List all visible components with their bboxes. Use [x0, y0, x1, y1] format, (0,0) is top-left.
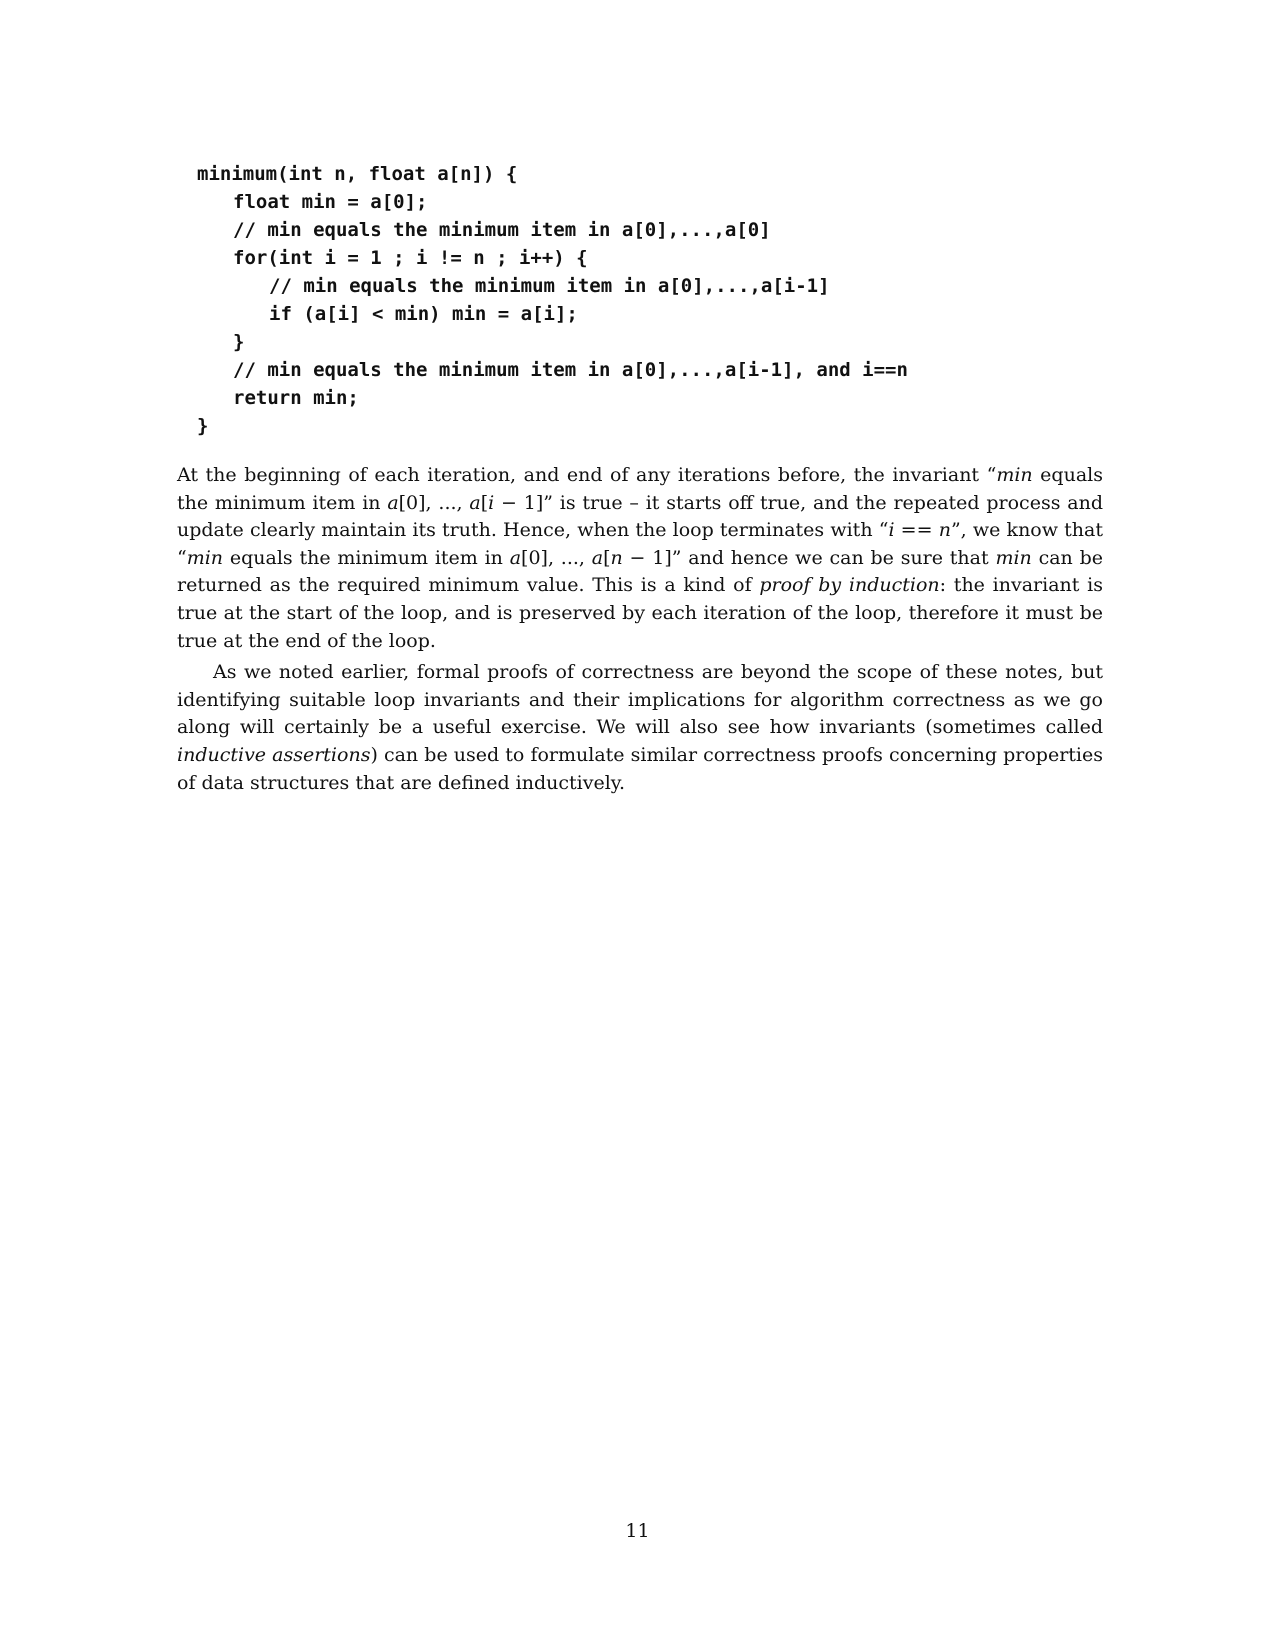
math-var: min — [995, 546, 1032, 569]
text-span: equals the minimum item in — [177, 464, 1103, 514]
math-var: n — [610, 546, 623, 569]
text-span: − 1]” and hence we can be sure that — [622, 546, 996, 569]
code-line: // min equals the minimum item in a[0],...,a[0] — [233, 219, 771, 241]
text-span: : the invariant is true at the start of the loop, and is preserved by each iteration of the loop, therefore it must be true at the end of the loop. — [177, 574, 1103, 652]
text-span: [0], ..., — [398, 491, 470, 514]
text-span: [0], ..., — [521, 546, 592, 569]
text-span: equals the minimum item in — [223, 546, 510, 569]
code-line: return min; — [233, 387, 359, 409]
emphasis: proof by induction — [759, 574, 940, 597]
emphasis: inductive assertions — [177, 743, 371, 766]
math-var: i — [488, 491, 495, 514]
text-span: [ — [603, 546, 611, 569]
text-span: ) can be used to formulate similar correctness proofs concerning properties of data structures that are defined inductively. — [177, 743, 1103, 794]
text-span: == — [894, 519, 939, 542]
code-line: for(int i = 1 ; i != n ; i++) { — [233, 247, 588, 269]
math-var: i — [888, 519, 895, 542]
page-number: 11 — [625, 1520, 650, 1542]
text-span: At the beginning of each iteration, and end of any iterations before, the invariant “ — [177, 464, 997, 486]
text-span: ”, we know that “ — [177, 519, 1104, 569]
code-line: // min equals the minimum item in a[0],...,a[i-1], and i==n — [233, 359, 908, 381]
math-var: min — [186, 546, 224, 569]
text-span: can be returned as the required minimum value. This is a kind of — [177, 546, 1103, 597]
code-line: } — [233, 331, 245, 353]
math-var: a — [469, 491, 481, 514]
code-line: // min equals the minimum item in a[0],...,a[i-1] — [269, 275, 830, 297]
text-span: − 1]” is true – it starts off true, and the repeated process and update clearly maintain its truth. Hence, when the loop terminates with “ — [177, 491, 1103, 542]
math-var: n — [938, 519, 951, 542]
math-var: a — [387, 491, 399, 514]
math-var: a — [509, 546, 522, 569]
math-var: a — [591, 546, 604, 569]
code-listing — [197, 160, 1097, 440]
code-line: if (a[i] < min) min = a[i]; — [269, 303, 578, 325]
math-var: min — [996, 464, 1033, 486]
code-line: float min = a[0]; — [233, 191, 428, 213]
text-span: [ — [480, 491, 489, 514]
text-span: As we noted earlier, formal proofs of correctness are beyond the scope of these notes, but identifying suitable loop invariants and their implications for algorithm correctness as we go along will certainly be a useful exercise. We will also see how invariants (sometimes called — [177, 661, 1103, 739]
code-line: } — [197, 415, 209, 437]
code-line: minimum(int n, float a[n]) { — [197, 163, 518, 185]
paragraph-invariant — [177, 462, 1103, 655]
paragraph-correctness — [177, 659, 1103, 797]
body-text — [177, 462, 1103, 797]
